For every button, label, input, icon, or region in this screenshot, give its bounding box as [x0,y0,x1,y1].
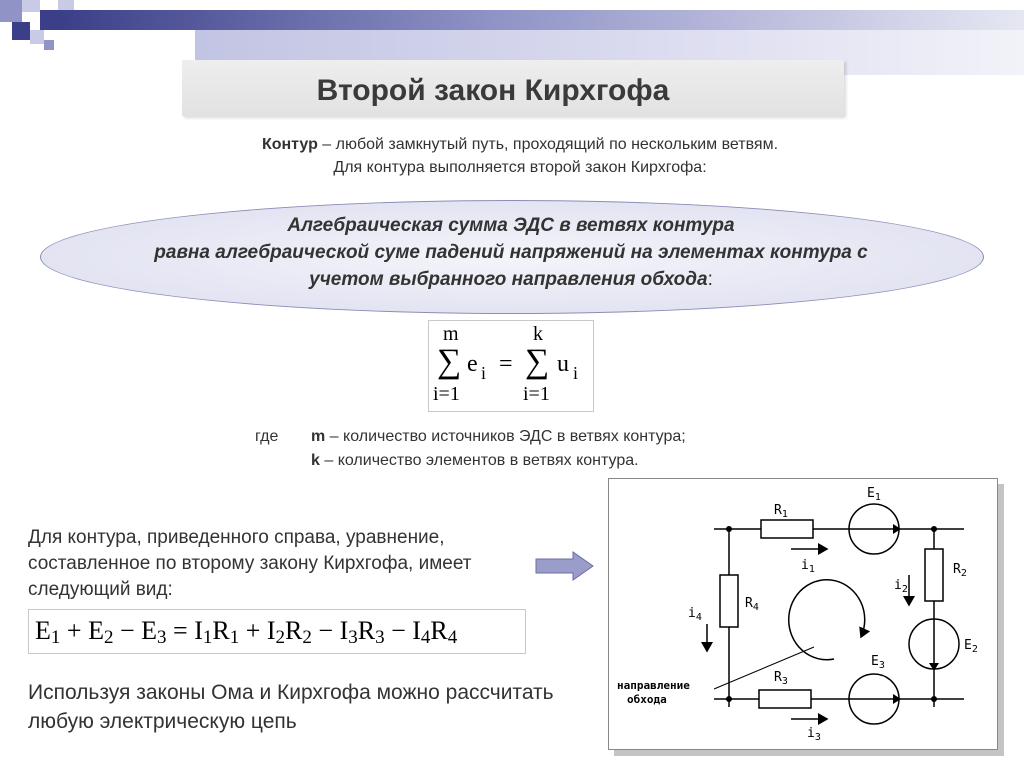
formula-equals: = [499,351,513,377]
label-e1: $E_1$ [867,486,881,503]
eq-sub: 3 [157,627,167,648]
conclusion-text: Используя законы Ома и Кирхгофа можно рассчитать любую электрическую цепь [28,681,554,733]
eq-term: E [88,616,104,645]
decor-square [22,0,40,12]
label-direction-1: направление [617,679,690,692]
junction [931,526,937,532]
intro-definition: – любой замкнутый путь, проходящий по нескольким ветвям. [317,136,779,153]
junction [726,696,732,702]
eq-op: − [311,616,340,645]
formula-lower-right: i=1 [523,383,550,405]
rule-colon: : [707,269,713,290]
label-e3: $E_3$ [871,654,885,671]
eq-term: R [212,616,230,645]
eq-op: + [239,616,267,645]
eq-sub: 4 [447,627,458,648]
eq-sub: 1 [229,627,240,648]
eq-term: R [285,616,303,645]
where-m-var: m [311,428,326,445]
eq-op: − [384,616,413,645]
right-arrow-icon [535,551,595,581]
eq-sub: 2 [103,627,114,648]
formula-term-right: u [557,351,569,377]
label-e2: $E_2$ [964,638,978,655]
contour-explanation: Для контура, приведенного справа, уравнение, составленное по второму закону Кирхгофа, имеет следующий вид: [28,527,472,600]
slide-title: Второй закон Кирхгофа [316,74,670,107]
rule-line-1: Алгебраическая сумма ЭДС в ветвях контура [287,215,735,236]
eq-op: − [113,616,142,645]
eq-term: R [430,616,448,645]
formula-sum-right: ∑ [525,343,550,380]
formula-sub-left: i [481,363,487,383]
where-m-text: – количество источников ЭДС в ветвях контура; [325,428,686,445]
eq-term: I [266,616,276,645]
junction [726,526,732,532]
label-r2: $R_2$ [953,562,967,579]
intro-line-2: Для контура выполняется второй закон Кирхгофа: [333,159,707,176]
eq-sub: 3 [348,627,358,648]
eq-op: = [166,616,195,645]
label-r4: $R_4$ [745,596,759,613]
formula-upper-right: k [533,323,543,345]
eq-term: R [357,616,376,645]
eq-term: E [141,616,158,645]
junction [931,696,937,702]
decor-square [0,0,22,22]
kirchhoff-formula [428,320,594,412]
decor-square [30,30,44,44]
eq-op: + [60,616,89,645]
resistor-r2 [925,549,943,601]
formula-sum-left: ∑ [437,343,462,380]
eq-term: E [35,616,51,645]
header-band [60,10,1024,30]
decor-square [12,22,30,40]
eq-sub: 1 [202,627,213,648]
eq-sub: 2 [275,627,286,648]
eq-term: I [412,616,421,645]
formula-sub-right: i [573,363,579,383]
decor-square [58,0,74,10]
eq-term: I [339,616,349,645]
eq-term: I [194,616,203,645]
label-i2: $i_2$ [894,578,908,595]
resistor-r3 [759,690,811,708]
where-k-var: k [311,452,320,469]
formula-lower-left: i=1 [433,383,460,405]
intro-term: Контур [261,136,318,153]
circuit-diagram [608,478,998,750]
label-direction-2: обхода [627,693,667,706]
formula-term-left: e [467,351,478,377]
rule-statement [60,212,962,293]
where-k-text: – количество элементов в ветвях контура. [319,452,639,469]
decor-square [40,10,60,30]
resistor-r1 [761,520,813,538]
eq-sub: 1 [50,627,61,648]
label-i4: $i_4$ [688,606,702,623]
label-i3: $i_3$ [807,726,821,743]
rule-line-2: равна алгебраической суме падений напряжений на элементах контура с [154,242,868,263]
rule-line-3: учетом выбранного направления обхода [309,269,708,290]
legend-definitions [255,425,686,473]
label-i1: $i_1$ [801,558,815,575]
eq-sub: 3 [375,627,385,648]
resistor-r4 [720,575,738,627]
traversal-arc [789,580,865,660]
label-r1: $R_1$ [774,503,788,520]
eq-sub: 4 [420,627,431,648]
label-r3: $R_3$ [774,670,788,687]
kirchhoff-equation [28,609,526,654]
intro-text [120,133,920,179]
formula-upper-left: m [443,323,459,345]
eq-sub: 2 [302,627,312,648]
circuit-svg [609,479,997,749]
decor-square [44,40,54,50]
where-label: где [255,428,279,445]
